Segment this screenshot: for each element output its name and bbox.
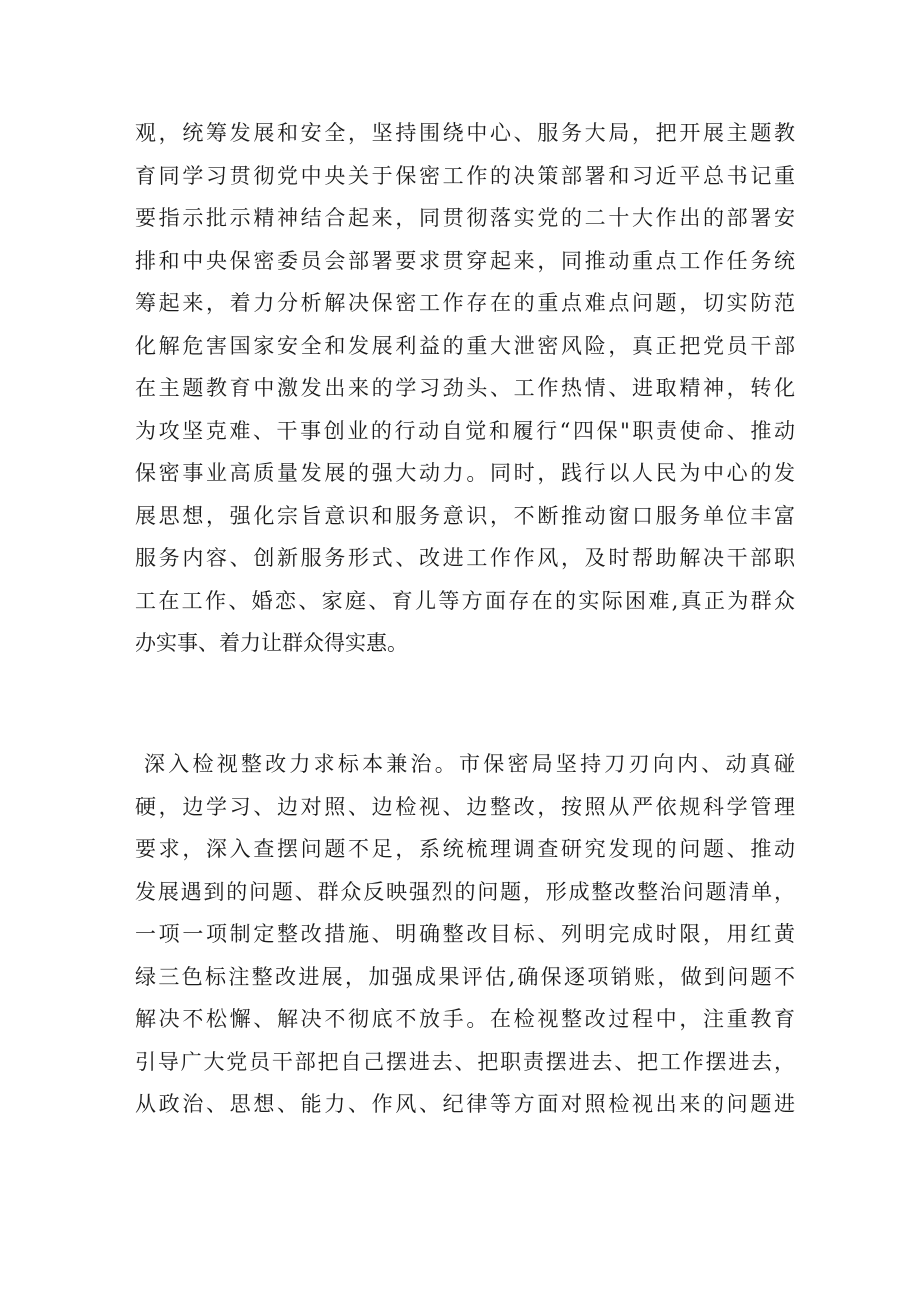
- paragraph-line: 绿三色标注整改进展，加强成果评估,确保逐项销账，做到问题不: [135, 964, 795, 989]
- paragraph-line: 办实事、着力让群众得实惠。: [135, 631, 408, 655]
- paragraph-line: 服务内容、创新服务形式、改进工作作风，及时帮助解决干部职: [135, 546, 795, 570]
- paragraph-line: 深入检视整改力求标本兼治。市保密局坚持刀刃向内、动真碰: [144, 752, 795, 776]
- paragraph-line: 引导广大党员干部把自己摆进去、把职责摆进去、把工作摆进去，: [135, 1049, 795, 1074]
- paragraph-line: 硬，边学习、边对照、边检视、边整改，按照从严依规科学管理: [135, 794, 795, 819]
- paragraph-2: [135, 743, 795, 1126]
- paragraph-line: 筹起来，着力分析解决保密工作存在的重点难点问题，切实防范: [135, 291, 795, 315]
- paragraph-line: 工在工作、婚恋、家庭、育儿等方面存在的实际困难,真正为群众: [135, 588, 795, 613]
- paragraph-line: 展思想，强化宗旨意识和服务意识，不断推动窗口服务单位丰富: [135, 503, 795, 528]
- paragraph-line: 在主题教育中激发出来的学习劲头、工作热情、进取精神，转化: [135, 376, 795, 400]
- paragraph-line: 观，统筹发展和安全，坚持围绕中心、服务大局，把开展主题教: [135, 121, 795, 145]
- paragraph-line: 为攻坚克难、干事创业的行动自觉和履行“四保"职责使命、推动: [135, 418, 795, 443]
- paragraph-line: 要求，深入查摆问题不足，系统梳理调查研究发现的问题、推动: [135, 837, 795, 861]
- paragraph-1: [135, 112, 795, 665]
- paragraph-line: 一项一项制定整改措施、明确整改目标、列明完成时限，用红黄: [135, 922, 795, 946]
- paragraph-line: 发展遇到的问题、群众反映强烈的问题，形成整改整治问题清单，: [135, 879, 795, 904]
- paragraph-line: 要指示批示精神结合起来，同贯彻落实党的二十大作出的部署安: [135, 206, 795, 230]
- paragraph-line: 保密事业高质量发展的强大动力。同时，践行以人民为中心的发: [135, 461, 795, 485]
- paragraph-line: 育同学习贯彻党中央关于保密工作的决策部署和习近平总书记重: [135, 163, 795, 188]
- paragraph-line: 从政治、思想、能力、作风、纪律等方面对照检视出来的问题进: [135, 1092, 795, 1116]
- paragraph-line: 排和中央保密委员会部署要求贯穿起来，同推动重点工作任务统: [135, 248, 795, 273]
- paragraph-line: 化解危害国家安全和发展利益的重大泄密风险，真正把党员干部: [135, 333, 795, 358]
- paragraph-line: 解决不松懈、解决不彻底不放手。在检视整改过程中，注重教育: [135, 1007, 795, 1031]
